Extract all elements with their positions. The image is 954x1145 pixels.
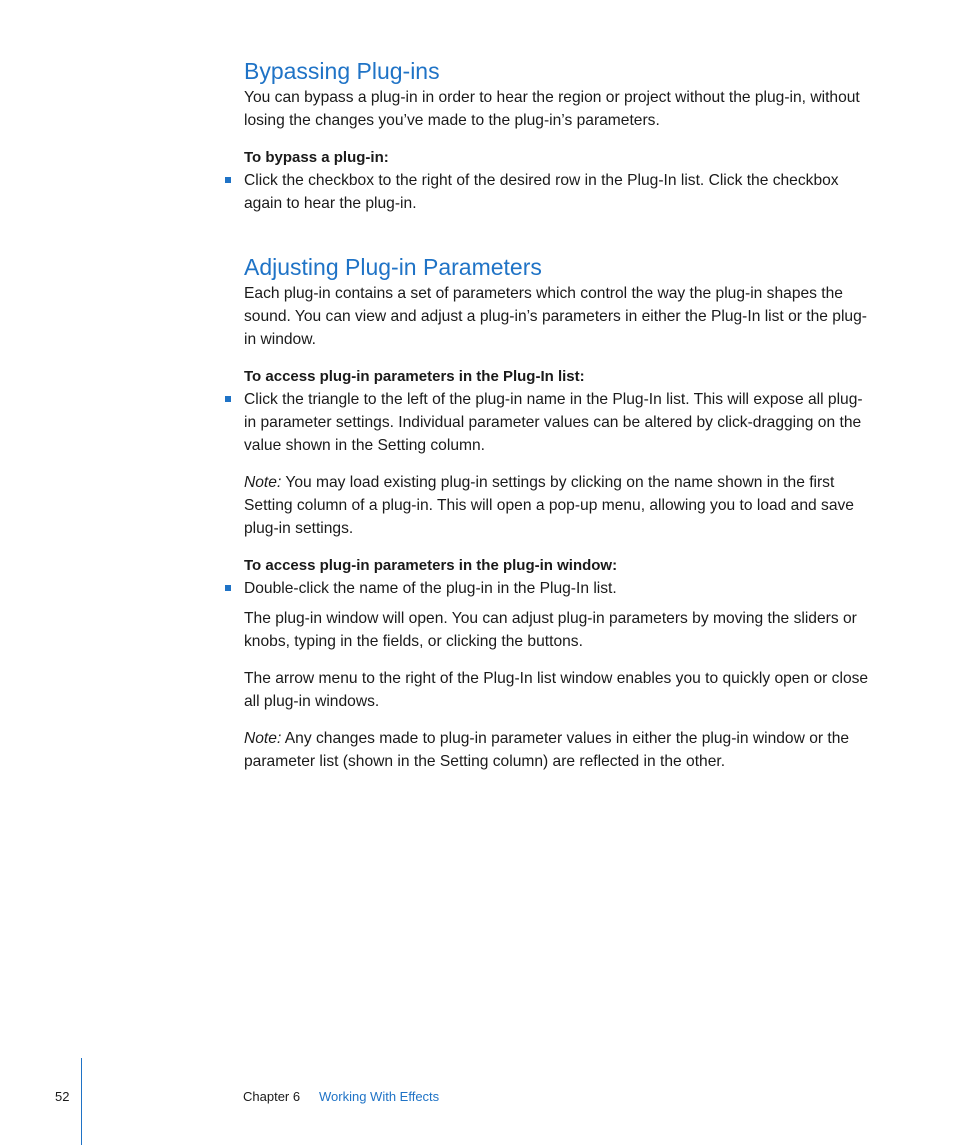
bullet-square-icon bbox=[225, 177, 231, 183]
footer-divider bbox=[81, 1058, 82, 1145]
note-text: Any changes made to plug-in parameter values in either the plug-in window or the parameter list (shown in the Setting column) are reflected in the other. bbox=[244, 730, 850, 770]
footer-chapter-title: Working With Effects bbox=[319, 1089, 440, 1104]
note-text: You may load existing plug-in settings by clicking on the name shown in the first Setting column of a plug-in. This will open a pop-up menu, allowing you to load and save plug-in settings. bbox=[244, 474, 854, 537]
plugin-list-task-lead: To access plug-in parameters in the Plug-In list: bbox=[244, 368, 585, 385]
note-label: Note: bbox=[244, 730, 282, 747]
footer-chapter-label: Chapter 6 bbox=[243, 1089, 301, 1104]
plugin-list-step: Click the triangle to the left of the plug-in name in the Plug-In list. This will expose all plug-in parameter settings. Individual parameter values can be altered by click-dragging on the value shown in the Setting column. bbox=[244, 391, 863, 454]
bullet-square-icon bbox=[225, 396, 231, 402]
note-load-settings bbox=[244, 471, 872, 540]
note-label: Note: bbox=[244, 474, 282, 491]
adjusting-intro: Each plug-in contains a set of parameters which control the way the plug-in shapes the sound. You can view and adjust a plug-in’s parameters in either the Plug-In list or the plug-in window. bbox=[244, 285, 867, 348]
section-heading-bypassing: Bypassing Plug-ins bbox=[244, 58, 440, 84]
plugin-window-step: Double-click the name of the plug-in in the Plug-In list. bbox=[244, 580, 617, 597]
bullet-square-icon bbox=[225, 585, 231, 591]
bypass-step: Click the checkbox to the right of the desired row in the Plug-In list. Click the checkbox again to hear the plug-in. bbox=[244, 172, 839, 212]
plugin-window-task-lead: To access plug-in parameters in the plug-in window: bbox=[244, 557, 618, 574]
note-changes-reflected bbox=[244, 727, 872, 773]
bypass-intro: You can bypass a plug-in in order to hear the region or project without the plug-in, without losing the changes you’ve made to the plug-in’s parameters. bbox=[244, 89, 860, 129]
arrow-menu-description: The arrow menu to the right of the Plug-In list window enables you to quickly open or close all plug-in windows. bbox=[244, 670, 869, 710]
page-number: 52 bbox=[55, 1089, 70, 1104]
bypass-task-lead: To bypass a plug-in: bbox=[244, 149, 389, 166]
plugin-window-description: The plug-in window will open. You can adjust plug-in parameters by moving the sliders or knobs, typing in the fields, or clicking the buttons. bbox=[244, 610, 857, 650]
section-heading-adjusting: Adjusting Plug-in Parameters bbox=[244, 254, 542, 280]
